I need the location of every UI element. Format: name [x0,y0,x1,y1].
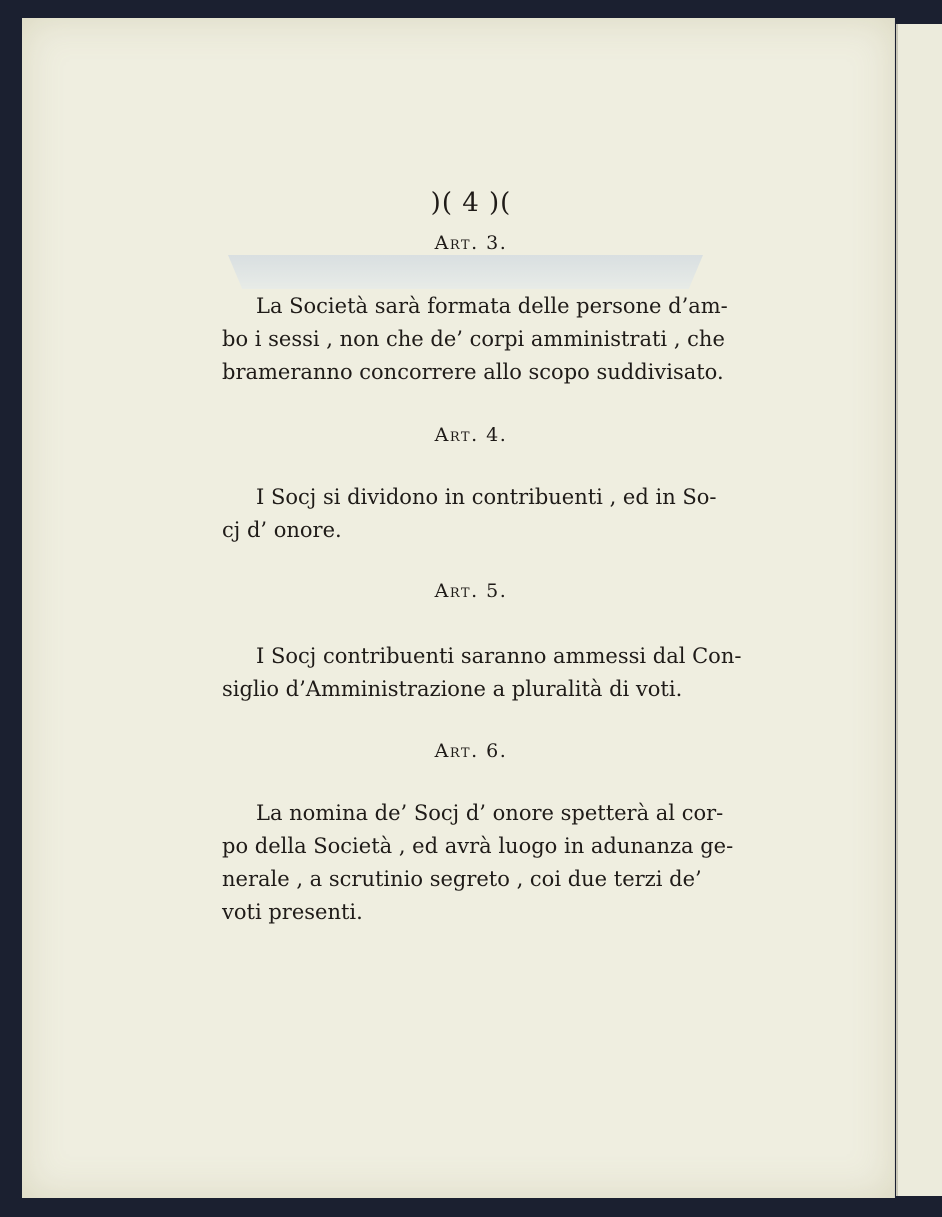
decorative-band [228,255,703,289]
article-4-heading: Art. 4. [434,424,508,446]
article-3-line-1: La Società sarà formata delle persone d’am- [256,294,728,318]
article-6-body [222,797,734,929]
article-5-body [222,640,742,706]
article-3-line-3: brameranno concorrere allo scopo suddivisato. [222,360,724,384]
article-6-line-1: La nomina de’ Socj d’ onore spetterà al cor- [256,801,724,825]
article-6-line-4: voti presenti. [222,900,363,924]
page-number: )( 4 )( [430,188,512,218]
article-5-line-1: I Socj contribuenti saranno ammessi dal Con- [256,644,742,668]
article-4-body [222,481,717,547]
article-6-heading: Art. 6. [434,740,508,762]
article-4-line-1: I Socj si dividono in contribuenti , ed in So- [256,485,717,509]
article-3-body [222,290,728,389]
article-5-heading: Art. 5. [434,580,508,602]
article-6-line-2: po della Società , ed avrà luogo in adunanza ge- [222,834,734,858]
article-4-line-2: cj d’ onore. [222,518,342,542]
article-5-line-2: siglio d’Amministrazione a pluralità di voti. [222,677,683,701]
article-3-heading: Art. 3. [434,232,508,254]
article-3-line-2: bo i sessi , non che de’ corpi amministrati , che [222,327,725,351]
article-6-line-3: nerale , a scrutinio segreto , coi due terzi de’ [222,867,702,891]
